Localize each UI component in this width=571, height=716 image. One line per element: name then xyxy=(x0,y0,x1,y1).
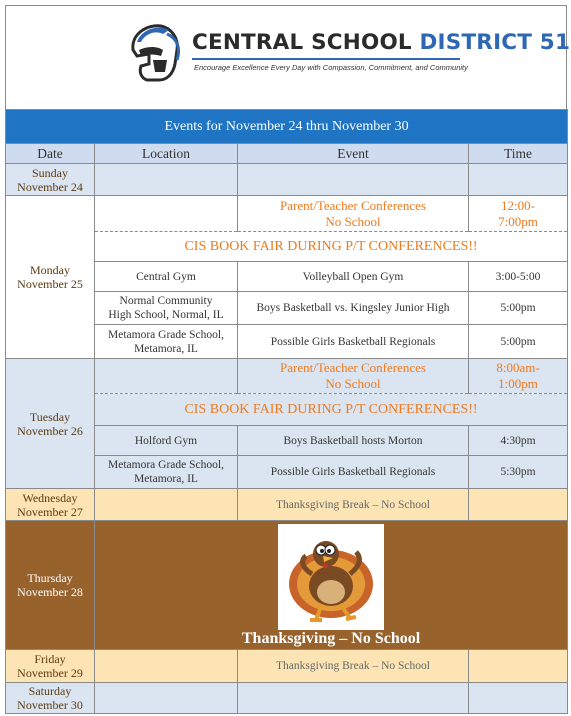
location-cell xyxy=(95,196,238,232)
event-cell: Thanksgiving Break – No School xyxy=(238,489,469,521)
turkey-icon xyxy=(276,522,386,632)
date-cell: Friday November 29 xyxy=(6,650,95,683)
time-cell: 8:00am- 1:00pm xyxy=(469,359,568,394)
day-row-wednesday xyxy=(6,489,568,521)
time-cell: 5:00pm xyxy=(469,325,568,359)
day-row-thursday xyxy=(6,521,568,650)
district-header xyxy=(5,5,571,109)
location-cell: Metamora Grade School, Metamora, IL xyxy=(95,325,238,359)
book-fair-banner: CIS BOOK FAIR DURING P/T CONFERENCES!! xyxy=(95,232,568,262)
location-cell: Central Gym xyxy=(95,262,238,292)
table-title: Events for November 24 thru November 30 xyxy=(6,110,568,144)
thanksgiving-label: Thanksgiving – No School xyxy=(241,630,421,647)
column-header-date: Date xyxy=(6,144,95,164)
date-cell-tuesday: Tuesday November 26 xyxy=(6,359,95,489)
time-cell xyxy=(469,489,568,521)
book-fair-banner: CIS BOOK FAIR DURING P/T CONFERENCES!! xyxy=(95,394,568,426)
location-cell xyxy=(95,489,238,521)
events-table xyxy=(5,109,568,714)
thanksgiving-cell xyxy=(95,521,568,650)
brand-underline xyxy=(192,58,460,60)
day-row-saturday xyxy=(6,683,568,714)
location-cell: Holford Gym xyxy=(95,426,238,456)
table-header-row xyxy=(6,144,568,164)
column-header-time: Time xyxy=(469,144,568,164)
table-title-row xyxy=(6,110,568,144)
event-cell: Volleyball Open Gym xyxy=(238,262,469,292)
location-cell xyxy=(95,359,238,394)
time-cell xyxy=(469,164,568,196)
time-cell: 3:00-5:00 xyxy=(469,262,568,292)
event-cell xyxy=(238,683,469,714)
event-cell: Boys Basketball hosts Morton xyxy=(238,426,469,456)
district-name-part2: DISTRICT 51 xyxy=(419,30,571,55)
event-cell: Possible Girls Basketball Regionals xyxy=(238,456,469,489)
column-header-event: Event xyxy=(238,144,469,164)
location-cell xyxy=(95,683,238,714)
day-row-sunday xyxy=(6,164,568,196)
district-name-part1: CENTRAL SCHOOL xyxy=(192,30,420,55)
time-cell: 12:00- 7:00pm xyxy=(469,196,568,232)
table-row xyxy=(6,196,568,232)
district-name xyxy=(192,30,570,55)
event-cell: Thanksgiving Break – No School xyxy=(238,650,469,683)
day-row-friday xyxy=(6,650,568,683)
event-cell: Parent/Teacher Conferences No School xyxy=(238,196,469,232)
location-cell: Metamora Grade School, Metamora, IL xyxy=(95,456,238,489)
event-cell: Possible Girls Basketball Regionals xyxy=(238,325,469,359)
spartan-helmet-icon xyxy=(123,20,187,84)
event-cell: Parent/Teacher Conferences No School xyxy=(238,359,469,394)
location-cell: Normal Community High School, Normal, IL xyxy=(95,292,238,325)
time-cell xyxy=(469,683,568,714)
time-cell xyxy=(469,650,568,683)
date-cell-monday: Monday November 25 xyxy=(6,196,95,359)
location-cell xyxy=(95,650,238,683)
table-row xyxy=(6,359,568,394)
date-cell: Wednesday November 27 xyxy=(6,489,95,521)
time-cell: 5:30pm xyxy=(469,456,568,489)
date-cell: Sunday November 24 xyxy=(6,164,95,196)
column-header-location: Location xyxy=(95,144,238,164)
event-cell xyxy=(238,164,469,196)
location-cell xyxy=(95,164,238,196)
event-cell: Boys Basketball vs. Kingsley Junior High xyxy=(238,292,469,325)
date-cell: Saturday November 30 xyxy=(6,683,95,714)
date-cell: Thursday November 28 xyxy=(6,521,95,650)
time-cell: 5:00pm xyxy=(469,292,568,325)
time-cell: 4:30pm xyxy=(469,426,568,456)
district-tagline: Encourage Excellence Every Day with Compassion, Commitment, and Community xyxy=(194,63,468,72)
